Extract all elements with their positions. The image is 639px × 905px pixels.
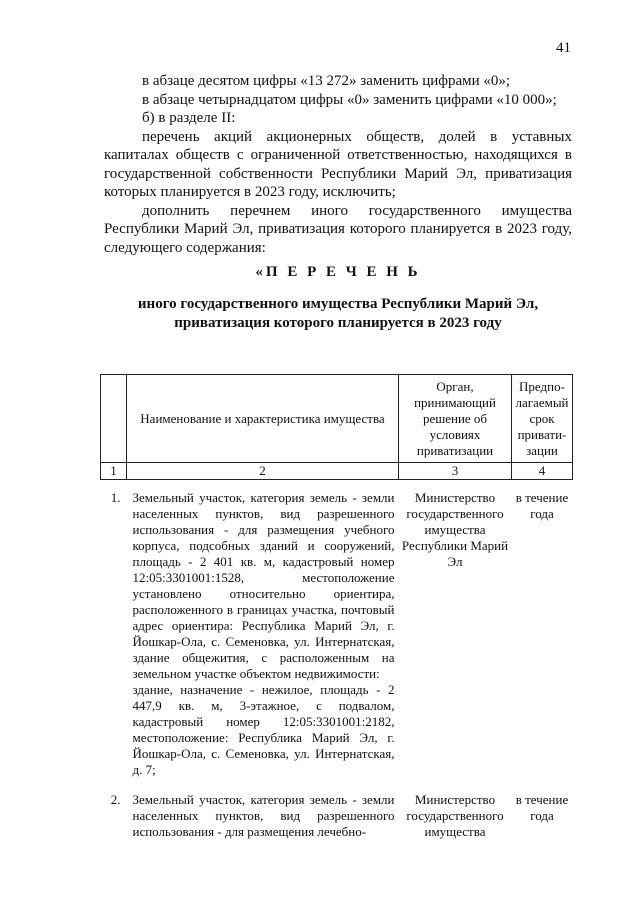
- paragraph: б) в разделе II:: [142, 110, 236, 126]
- header-term: Предпо-лагаемый срок привати-зации: [512, 375, 573, 463]
- table-header-row: [101, 375, 573, 463]
- column-number: 4: [512, 463, 573, 480]
- paragraph: дополнить перечнем иного государственного имущества Республики Марий Эл, приватизация которого планируется в 2023 году, следующего содержания:: [104, 202, 572, 256]
- row-description: [127, 490, 399, 778]
- paragraph: в абзаце десятом цифры «13 272» заменить цифрами «0»;: [142, 73, 511, 89]
- column-number: 3: [399, 463, 512, 480]
- row-description-main: Земельный участок, категория земель - земли населенных пунктов, вид разрешенного использования - для размещения учебного корпуса, подсобных зданий и сооружений, площадь - 2 401 кв. м, кадастровый номер 12:05:3301001:1528, местоположение установлено относительно ориентира, расположенного в границах участка, почтовый адрес ориентира: Республика Марий Эл, г. Йошкар-Ола, с. Семеновка, ул. Интернатская, здание общежития, с расположенным на земельном участке объектом недвижимости:: [132, 490, 395, 681]
- column-number-row: [101, 463, 573, 480]
- row-term: в течение года: [515, 490, 569, 521]
- property-table: [100, 374, 573, 840]
- row-description-main: Земельный участок, категория земель - земли населенных пунктов, вид разрешенного использования - для размещения лечебно-: [132, 792, 395, 839]
- row-authority: Министерство государственного имущества Республики Марий Эл: [401, 490, 509, 569]
- list-title-block: [104, 263, 572, 333]
- header-number-cell: [101, 375, 127, 463]
- column-number: 1: [101, 463, 127, 480]
- header-authority: Орган, принимающий решение об условиях приватизации: [399, 375, 512, 463]
- row-number: 2.: [110, 792, 121, 807]
- paragraph: в абзаце четырнадцатом цифры «0» заменить цифрами «10 000»;: [142, 91, 557, 108]
- column-number: 2: [127, 463, 399, 480]
- list-title: «П Е Р Е Ч Е Н Ь: [255, 264, 421, 280]
- body-text: [104, 72, 572, 257]
- row-authority: Министерство государственного имущества: [406, 792, 504, 839]
- row-description: [127, 792, 399, 840]
- row-number: 1.: [110, 490, 121, 505]
- table-row: [101, 792, 573, 840]
- row-description-building: здание, назначение - нежилое, площадь - 2 447,9 кв. м, 3-этажное, с подвалом, кадастровый номер 12:05:3301001:2182, местоположение: Республика Марий Эл, г. Йошкар-Ола, с. Семеновка, ул. Интернатская, д. 7;: [132, 682, 395, 777]
- list-subtitle: иного государственного имущества Республики Марий Эл, приватизация которого планируется в 2023 году: [137, 296, 539, 331]
- paragraph: перечень акций акционерных обществ, долей в уставных капиталах обществ с ограниченной ответственностью, находящихся в государственной собственности Республики Марий Эл, приватизация которых планируется в 2023 году, исключить;: [104, 128, 572, 200]
- row-term: в течение года: [515, 792, 569, 823]
- table-row: [101, 490, 573, 778]
- page-number: 41: [556, 40, 571, 56]
- header-name: Наименование и характеристика имущества: [127, 375, 399, 463]
